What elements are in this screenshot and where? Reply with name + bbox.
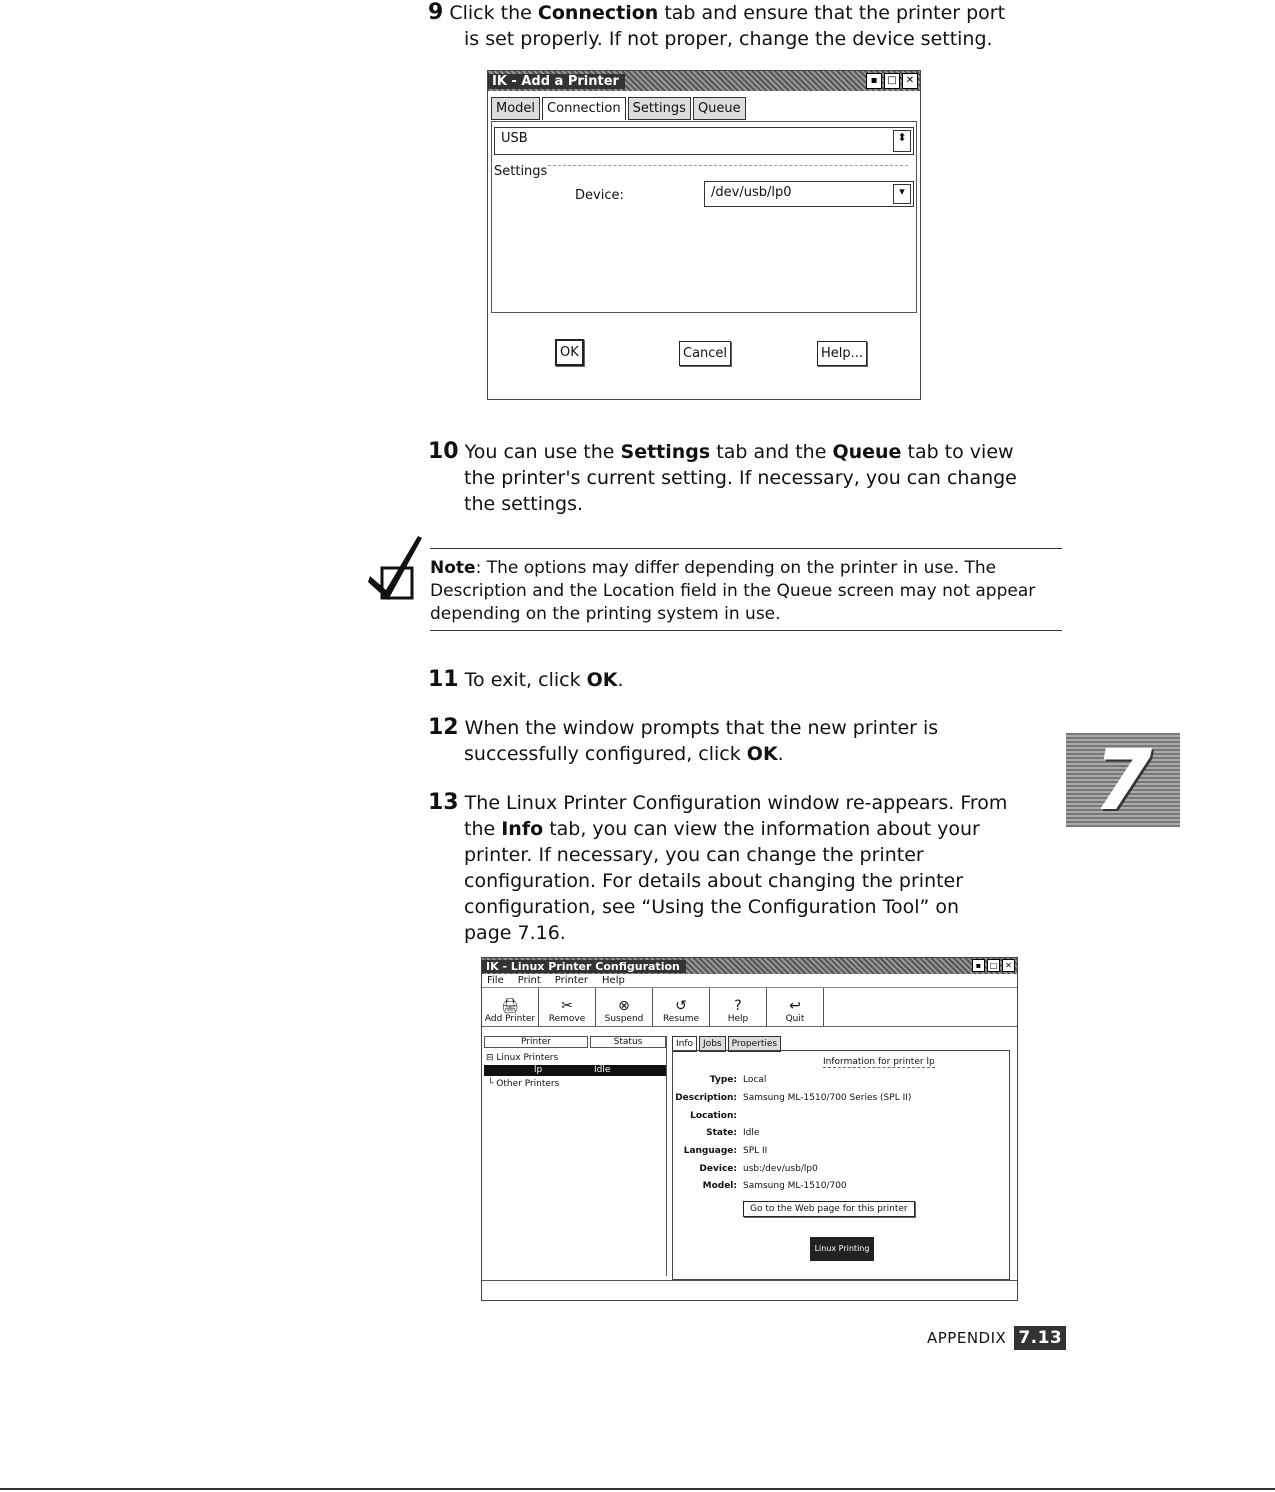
divider [548,165,908,166]
printer-tree [482,1036,667,1276]
cancel-button[interactable]: Cancel [679,341,731,366]
quit-button[interactable]: ↩ Quit [767,988,824,1026]
linux-printer-config-window [481,957,1018,1301]
close-icon[interactable]: ✕ [1002,959,1015,972]
step-11: 11 To exit, click OK. [428,667,624,692]
tab-properties[interactable]: Properties [728,1036,781,1052]
tab-settings[interactable]: Settings [628,97,691,120]
chapter-badge: 7 [1066,733,1180,827]
stop-icon: ⊗ [618,998,630,1014]
note-label: Note [430,558,476,578]
menu-help[interactable]: Help [602,975,625,986]
connection-select[interactable]: USB ⬍ [494,127,914,155]
settings-group-label: Settings [494,164,548,179]
menu-bar [482,974,1017,988]
ok-button[interactable]: OK [555,339,584,366]
step-number: 11 [428,667,459,692]
tab-connection[interactable]: Connection [542,97,626,120]
window-title: IK - Add a Printer [488,74,625,89]
resume-button[interactable]: ↺ Resume [653,988,710,1026]
suspend-button[interactable]: ⊗ Suspend [596,988,653,1026]
step-number: 10 [428,439,459,464]
checkmark-note-icon [368,528,426,604]
note-text: : The options may differ depending on the printer in use. The Description and the Location field in the Queue screen may not appear depending on the printing system in use. [430,558,1036,624]
info-panel: Information for printer lp Type: Local Description: Samsung ML-1510/700 Series (SPL II) Location: State: Idle Language: SPL II Device: usb:/dev/usb/lp0 Model: Samsung ML-1510/700 Go to the Web page for this printer Linux Printing [672,1050,1010,1280]
maximize-icon[interactable]: □ [987,959,1000,972]
page-bottom-rule [0,1488,1275,1490]
state-value: Idle [743,1128,760,1138]
close-icon[interactable]: ✕ [902,73,918,89]
description-value: Samsung ML-1510/700 Series (SPL II) [743,1093,912,1103]
tab-queue[interactable]: Queue [693,97,746,120]
step-13: 13 The Linux Printer Configuration window re-appears. From the Info tab, you can view the information about your printer. If necessary, you can change the printer configuration. For details about changing the printer configuration, see “Using the Configuration Tool” on page 7.16. [428,790,1008,944]
device-label: Device: [575,188,624,203]
chevron-down-icon: ▾ [893,184,911,204]
printer-icon: 🖨 [501,998,519,1014]
resume-icon: ↺ [675,998,687,1014]
menu-file[interactable]: File [487,975,504,986]
quit-icon: ↩ [789,998,801,1014]
help-button[interactable]: ? Help [710,988,767,1026]
remove-button[interactable]: ✂ Remove [539,988,596,1026]
note-box [430,548,1062,631]
add-printer-button[interactable]: 🖨 Add Printer [482,988,539,1026]
tab-jobs[interactable]: Jobs [699,1036,726,1052]
help-button[interactable]: Help... [817,341,867,366]
page-footer [927,1326,1066,1350]
info-header: Information for printer lp [823,1057,935,1067]
tree-col-status[interactable]: Status [590,1036,666,1048]
device-field[interactable]: /dev/usb/lp0 ▾ [704,181,914,207]
spin-arrows-icon: ⬍ [893,130,911,152]
page-number: 7.13 [1014,1326,1066,1350]
step-number: 12 [428,715,459,740]
minimize-icon[interactable]: ▪ [972,959,985,972]
maximize-icon[interactable]: □ [884,73,900,89]
menu-printer[interactable]: Printer [554,975,589,986]
window-title: IK - Linux Printer Configuration [482,960,686,973]
step-12: 12 When the window prompts that the new printer is successfully configured, click OK. [428,715,939,765]
add-printer-dialog [487,70,921,400]
remove-icon: ✂ [561,998,573,1014]
tree-other-printers[interactable]: └ Other Printers [488,1079,560,1089]
toolbar [482,988,1017,1027]
web-page-button[interactable]: Go to the Web page for this printer [743,1201,915,1217]
tab-model[interactable]: Model [491,97,540,120]
device-value: usb:/dev/usb/lp0 [743,1164,818,1174]
menu-print[interactable]: Print [517,975,541,986]
title-bar [488,71,920,91]
step-10: 10 You can use the Settings tab and the Queue tab to view the printer's current setting. If necessary, you can change the settings. [428,439,1017,515]
language-value: SPL II [743,1146,768,1156]
title-bar [482,958,1017,974]
linux-printing-logo: Linux Printing [810,1237,874,1261]
tree-item-lp[interactable]: lp Idle [484,1065,666,1076]
step-number: 13 [428,790,459,815]
help-icon: ? [734,998,742,1014]
minimize-icon[interactable]: ▪ [866,73,882,89]
tab-info[interactable]: Info [672,1036,697,1052]
type-value: Local [743,1075,767,1085]
tree-root[interactable]: ⊟ Linux Printers [486,1053,559,1063]
footer-label: APPENDIX [927,1329,1007,1347]
tab-bar [488,91,920,120]
step-number: 9 [428,0,444,25]
model-value: Samsung ML-1510/700 [743,1181,847,1191]
step-9: 9 Click the Connection tab and ensure that the printer port is set properly. If not proper, change the device setting. [428,0,1006,50]
tree-col-printer[interactable]: Printer [484,1036,588,1048]
status-bar [482,1280,1017,1281]
